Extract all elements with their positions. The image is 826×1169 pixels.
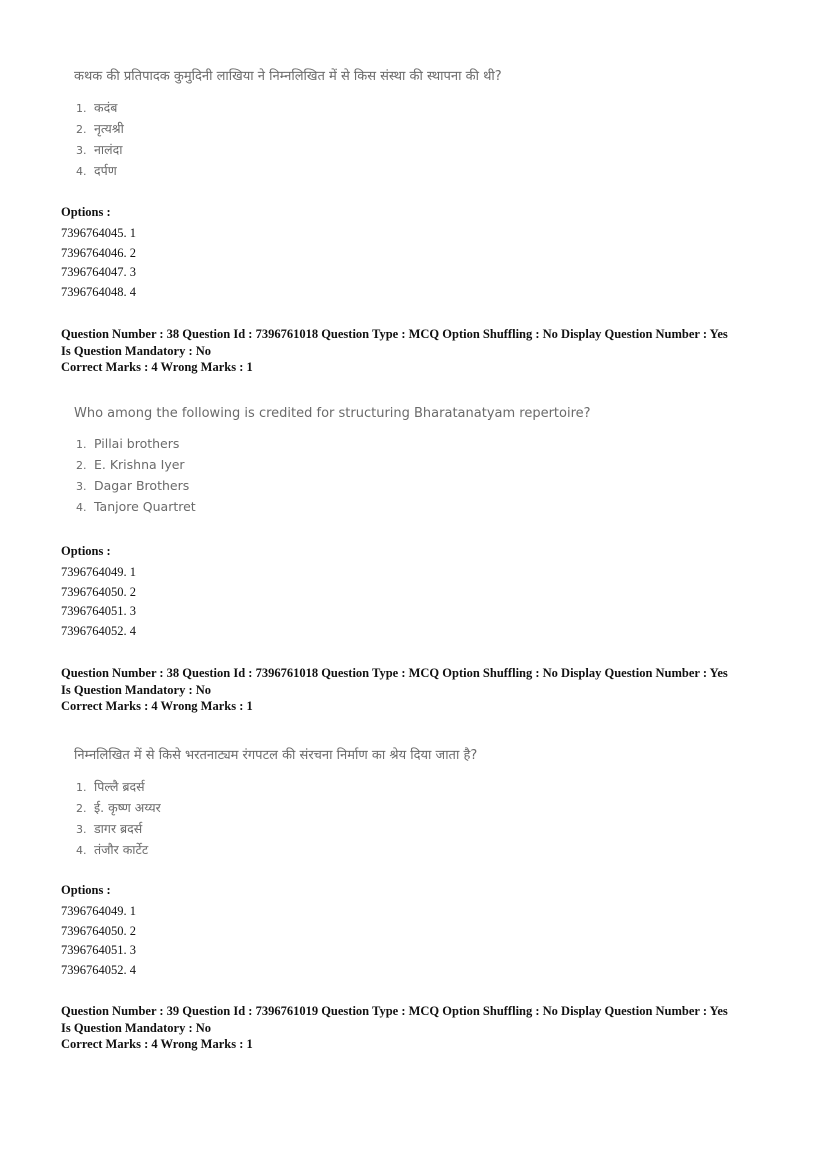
- option-row: 7396764050. 2: [61, 584, 136, 599]
- meta-line: Correct Marks : 4 Wrong Marks : 1: [61, 1037, 253, 1051]
- question-text: कथक की प्रतिपादक कुमुदिनी लाखिया ने निम्नलिखित में से किस संस्था की स्थापना की थी?: [74, 69, 502, 84]
- choice-item: 2. नृत्यश्री: [76, 121, 124, 136]
- option-row: 7396764052. 4: [61, 962, 136, 977]
- choice-list: [68, 434, 591, 518]
- meta-line: Is Question Mandatory : No: [61, 682, 212, 697]
- choice-list: [68, 98, 502, 182]
- question-meta-3: [61, 1003, 781, 1053]
- options-heading: Options :: [61, 544, 111, 558]
- options-list-3: [61, 883, 136, 980]
- option-row: 7396764045. 1: [61, 226, 136, 240]
- choice-item: 2. ई. कृष्ण अय्यर: [76, 800, 161, 815]
- choice-item: 4. तंजौर कार्टेट: [76, 842, 149, 857]
- choice-item: 1. Pillai brothers: [76, 436, 180, 451]
- choice-item: 4. Tanjore Quartret: [76, 499, 196, 514]
- choice-item: 3. Dagar Brothers: [76, 478, 190, 493]
- meta-line: Question Number : 38 Question Id : 7396761018 Question Type : MCQ Option Shuffling : No Display Question Number : Yes: [61, 327, 728, 341]
- options-list-1: [61, 205, 136, 302]
- option-row: 7396764048. 4: [61, 284, 136, 299]
- question-text: निम्नलिखित में से किसे भरतनाट्यम रंगपटल की संरचना निर्माण का श्रेय दिया जाता है?: [74, 748, 478, 763]
- option-row: 7396764050. 2: [61, 923, 136, 938]
- options-heading: Options :: [61, 205, 111, 219]
- meta-line: Question Number : 39 Question Id : 7396761019 Question Type : MCQ Option Shuffling : No Display Question Number : Yes: [61, 1004, 728, 1018]
- choice-list: [68, 777, 477, 861]
- options-list-2: [61, 544, 136, 641]
- meta-line: Question Number : 38 Question Id : 7396761018 Question Type : MCQ Option Shuffling : No Display Question Number : Yes: [61, 666, 728, 680]
- option-row: 7396764049. 1: [61, 904, 136, 918]
- option-row: 7396764051. 3: [61, 943, 136, 958]
- option-row: 7396764049. 1: [61, 565, 136, 579]
- choice-item: 2. E. Krishna Iyer: [76, 457, 185, 472]
- question-text: Who among the following is credited for structuring Bharatanatyam repertoire?: [74, 406, 591, 421]
- choice-item: 4. दर्पण: [76, 163, 117, 178]
- choice-item: 1. पिल्लै ब्रदर्स: [76, 779, 145, 794]
- option-row: 7396764046. 2: [61, 245, 136, 260]
- choice-item: 3. नालंदा: [76, 142, 123, 157]
- option-row: 7396764051. 3: [61, 604, 136, 619]
- choice-item: 1. कदंब: [76, 100, 118, 115]
- meta-line: Is Question Mandatory : No: [61, 343, 212, 358]
- meta-line: Is Question Mandatory : No: [61, 1020, 212, 1035]
- option-row: 7396764052. 4: [61, 623, 136, 638]
- question-image-2: [68, 406, 591, 518]
- question-image-1: [68, 66, 502, 182]
- meta-line: Correct Marks : 4 Wrong Marks : 1: [61, 360, 253, 374]
- meta-line: Correct Marks : 4 Wrong Marks : 1: [61, 699, 253, 713]
- options-heading: Options :: [61, 883, 111, 897]
- option-row: 7396764047. 3: [61, 265, 136, 280]
- question-image-3: [68, 745, 477, 861]
- choice-item: 3. डागर ब्रदर्स: [76, 821, 143, 836]
- question-meta-1: [61, 326, 781, 376]
- question-meta-2: [61, 665, 781, 715]
